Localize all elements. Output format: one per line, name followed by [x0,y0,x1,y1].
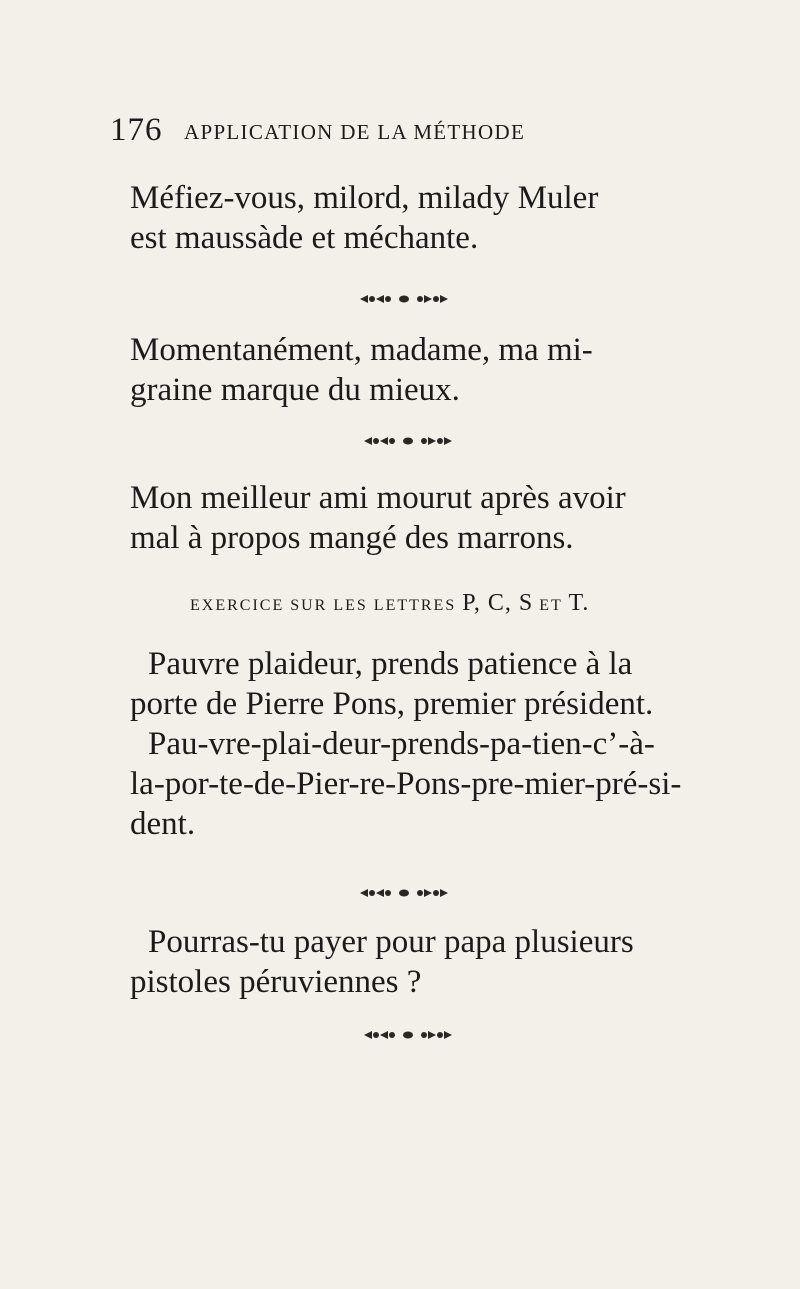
paragraph-1 [130,178,770,258]
text-line: pistoles péruviennes ? [130,964,422,1000]
exercise-heading-last-letter: T. [568,590,590,616]
text-line: la-por-te-de-Pier-re-Pons-pre-mier-pré-si- [130,766,682,802]
running-title: APPLICATION DE LA MÉTHODE [184,120,526,144]
text-line: graine marque du mieux. [130,372,460,408]
text-line: Pourras-tu payer pour papa plusieurs [148,924,634,960]
ornament-divider-3 [358,886,450,900]
text-line: est maussàde et méchante. [130,220,479,256]
text-line: Méfiez-vous, milord, milady Muler [130,180,599,216]
text-line: Pau-vre-plai-deur-prends-pa-tien-c’-à- [148,726,655,762]
exercise-heading-conj: ET [539,597,563,614]
page-header [110,112,770,152]
exercise-heading-letters: P, C, S [462,590,534,616]
exercise-heading [190,590,589,617]
text-line: dent. [130,806,196,842]
ornament-divider-4 [362,1028,454,1042]
text-line: Momentanément, madame, ma mi- [130,332,593,368]
paragraph-5 [130,922,770,1002]
paragraph-3 [130,478,770,558]
paragraph-4 [130,644,770,844]
text-line: mal à propos mangé des marrons. [130,520,574,556]
page-number: 176 [110,112,163,148]
exercise-heading-prefix: EXERCICE SUR LES LETTRES [190,597,457,614]
ornament-divider-1 [358,292,450,306]
ornament-divider-2 [362,434,454,448]
text-line: Pauvre plaideur, prends patience à la [148,646,633,682]
paragraph-2 [130,330,770,410]
text-line: Mon meilleur ami mourut après avoir [130,480,626,516]
text-line: porte de Pierre Pons, premier président. [130,686,654,722]
